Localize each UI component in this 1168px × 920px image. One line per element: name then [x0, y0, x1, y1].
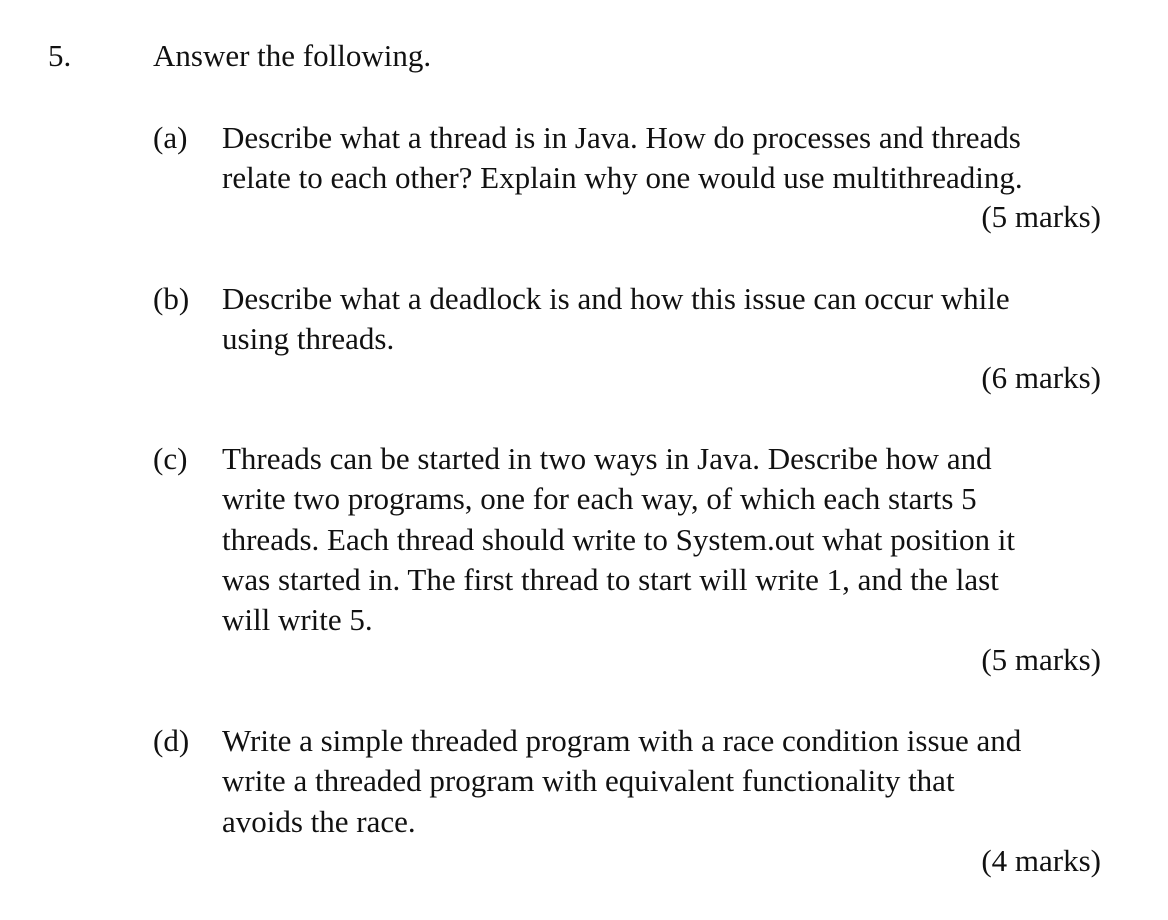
text-line: threads. Each thread should write to System.out what position it — [222, 521, 1015, 557]
text-line: write a threaded program with equivalent functionality that — [222, 763, 955, 799]
text-line: Write a simple threaded program with a race condition issue and — [222, 723, 1022, 758]
part-text — [222, 721, 1107, 842]
part-text — [222, 439, 1107, 640]
question-number: 5. — [48, 38, 72, 73]
part-text — [222, 279, 1107, 360]
part-label: (c) — [153, 441, 188, 476]
text-line: relate to each other? Explain why one would use multithreading. — [222, 160, 1023, 196]
text-line: was started in. The first thread to start will write 1, and the last — [222, 561, 999, 597]
part-text — [222, 118, 1107, 199]
marks-c: (5 marks) — [981, 642, 1101, 677]
text-line: using threads. — [222, 321, 395, 357]
text-line: Describe what a deadlock is and how this issue can occur while — [222, 281, 1010, 316]
marks-d: (4 marks) — [981, 843, 1101, 878]
question-intro: Answer the following. — [153, 38, 432, 73]
text-line: avoids the race. — [222, 803, 416, 839]
part-label: (d) — [153, 723, 190, 758]
text-line: Threads can be started in two ways in Java. Describe how and — [222, 441, 992, 476]
text-line: will write 5. — [222, 602, 373, 638]
marks-b: (6 marks) — [981, 360, 1101, 395]
part-label: (b) — [153, 281, 190, 316]
text-line: Describe what a thread is in Java. How do processes and threads — [222, 120, 1021, 155]
part-label: (a) — [153, 120, 188, 155]
marks-a: (5 marks) — [981, 199, 1101, 234]
text-line: write two programs, one for each way, of which each starts 5 — [222, 481, 977, 517]
